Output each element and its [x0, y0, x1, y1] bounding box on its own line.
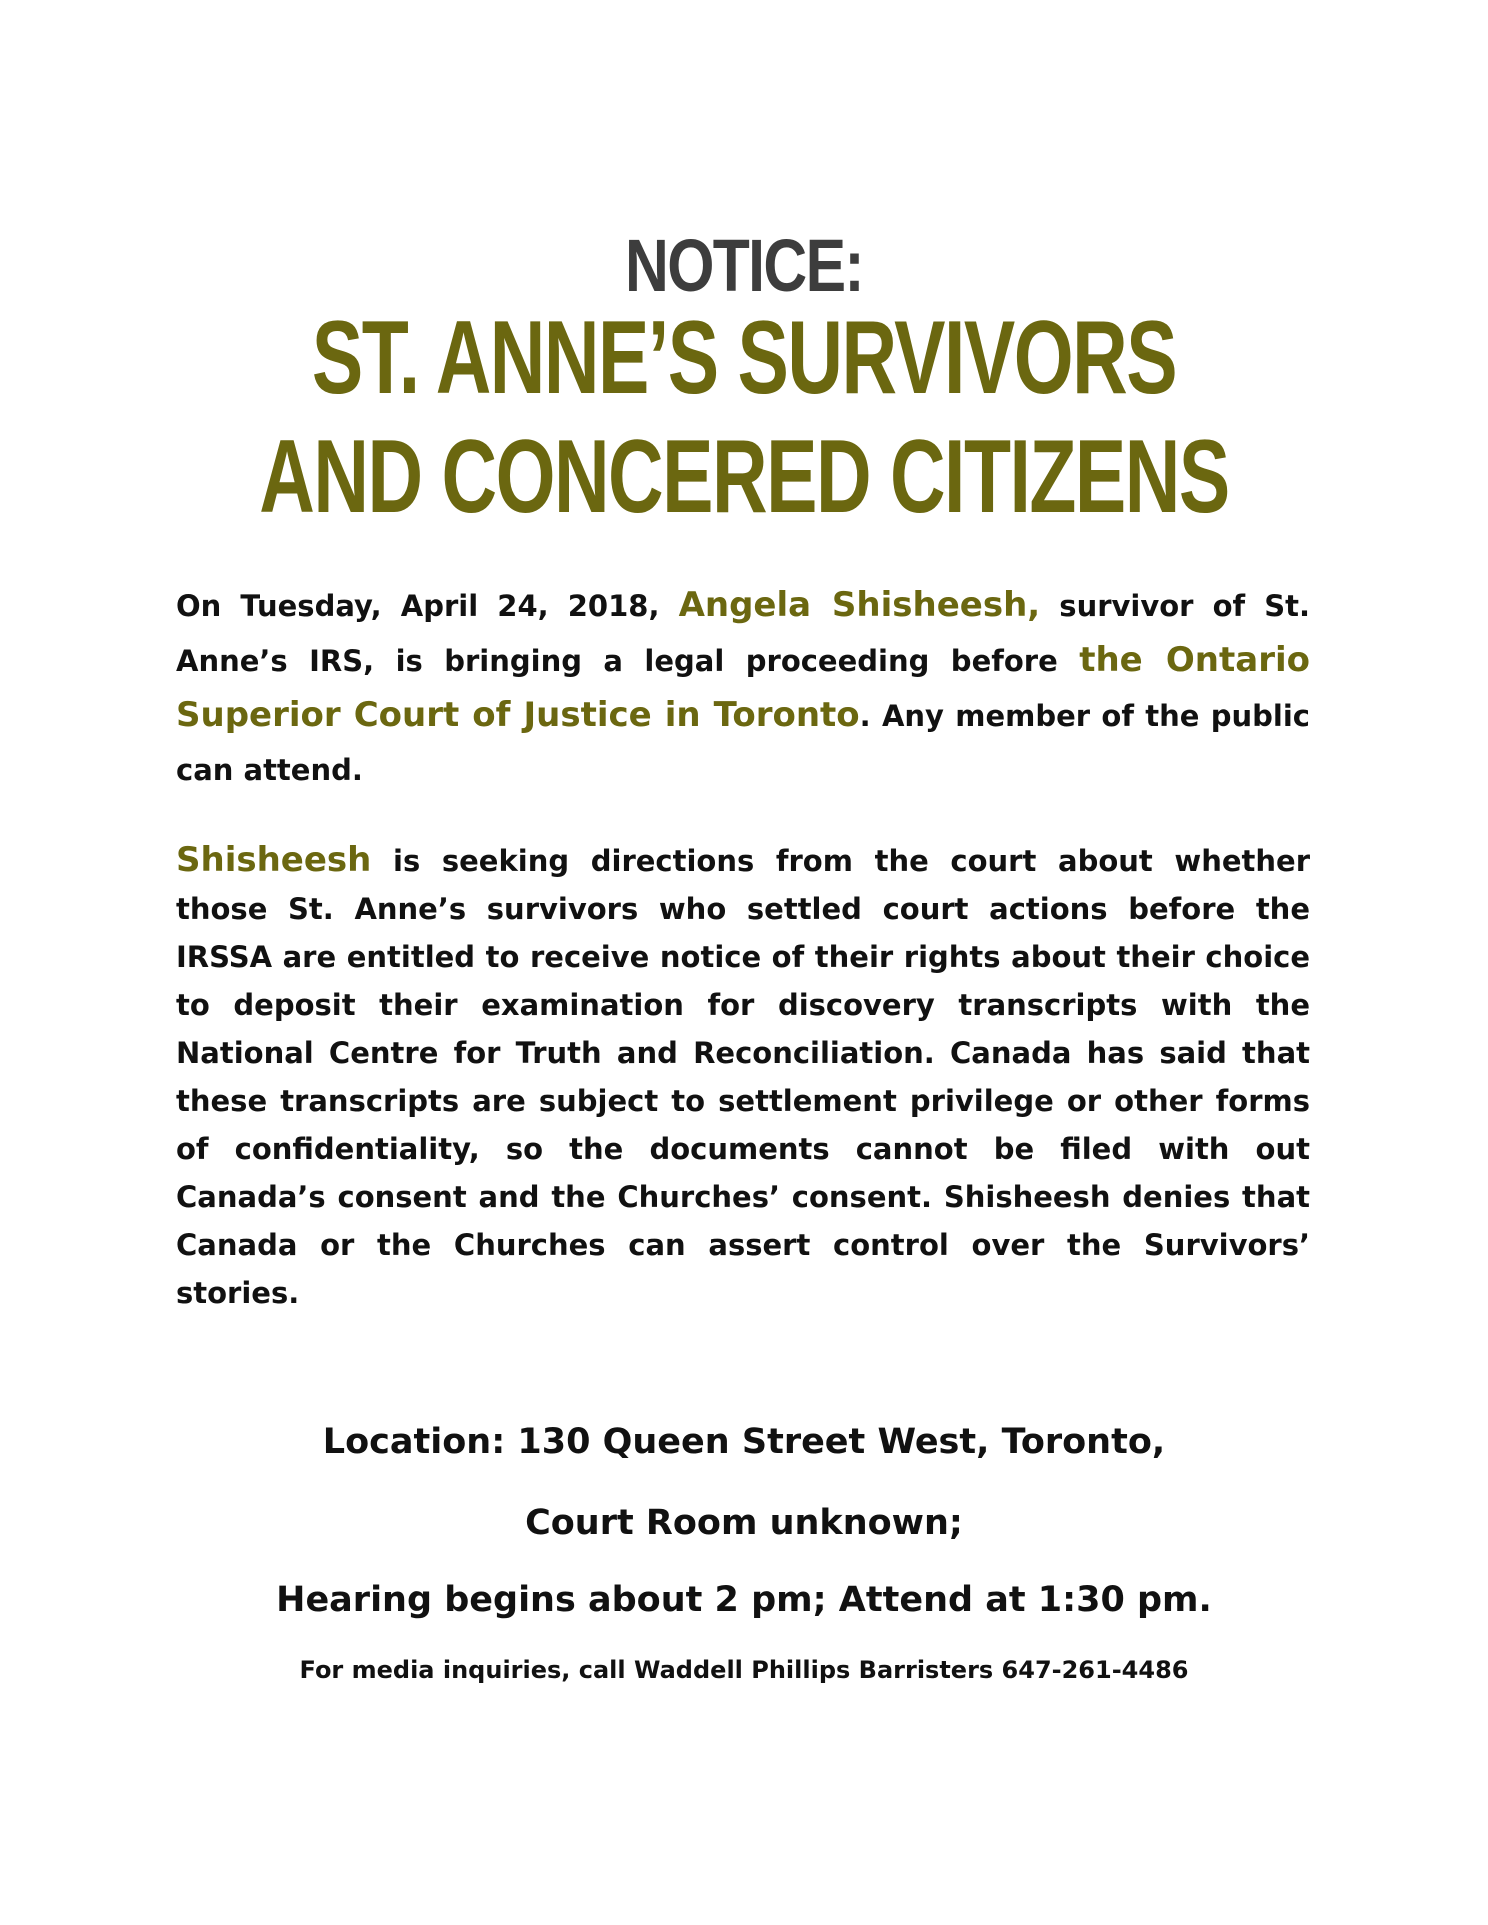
- court-name: the Ontario Superior Court of Justice in Toronto: [176, 640, 1310, 735]
- announcement-end: . Any member of the public can attend.: [176, 699, 1310, 787]
- announcement-intro: On Tuesday, April 24, 2018,: [176, 589, 679, 623]
- court-room-line: Court Room unknown;: [525, 1503, 963, 1543]
- survivor-name: Angela Shisheesh,: [678, 585, 1041, 625]
- media-inquiries-line: For media inquiries, call Waddell Phillips Barristers 647-261-4486: [299, 1656, 1189, 1684]
- announcement-middle: survivor of St. Anne’s IRS, is bringing a legal proceeding before: [176, 589, 1310, 678]
- notice-heading: NOTICE:: [625, 224, 863, 307]
- title-line-2: AND CONCERED CITIZENS: [259, 419, 1229, 535]
- shisheesh-name: Shisheesh: [176, 840, 372, 880]
- location-line: Location: 130 Queen Street West, Toronto,: [322, 1422, 1166, 1462]
- announcement-paragraph: [176, 578, 1310, 797]
- title-line-1: ST. ANNE’S SURVIVORS: [311, 300, 1177, 416]
- details-body: is seeking directions from the court about whether those St. Anne’s survivors who settled court actions before the IRSSA are entitled to receive notice of their rights about their choice to deposit their examination for discovery transcripts with the National Centre for Truth and Reconciliation. Canada has said that these transcripts are subject to settlement privilege or other forms of confidentiality, so the documents cannot be filed with out Canada’s consent and the Churches’ consent. Shisheesh denies that Canada or the Churches can assert control over the Survivors’ stories.: [176, 844, 1310, 1310]
- hearing-time-line: Hearing begins about 2 pm; Attend at 1:30 pm.: [276, 1580, 1212, 1620]
- details-paragraph: [176, 836, 1310, 1317]
